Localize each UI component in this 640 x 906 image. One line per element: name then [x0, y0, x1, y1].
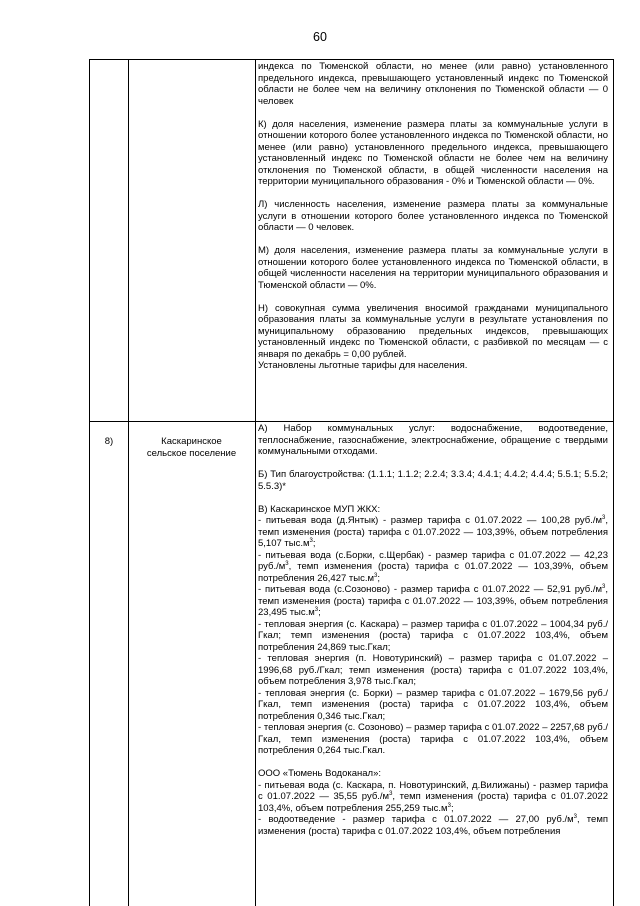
page-number: 60	[313, 30, 327, 44]
paragraph-v-heading: В) Каскаринское МУП ЖКХ:	[258, 503, 381, 515]
column-divider-1	[128, 60, 129, 906]
tariff-item: - тепловая энергия (с. Созоново) – размер тарифа с 01.07.2022 – 2257,68 руб./Гкал, темп изменения (роста) тарифа с 01.07.2022 103,4%, объем потребления 0,264 тыс.Гкал.	[258, 722, 608, 756]
settlement-name-line2: сельское поселение	[146, 447, 237, 459]
tariff-item: - питьевая вода (д.Янтык) - размер тарифа с 01.07.2022 — 100,28 $руб./м^3$, темп изменения (роста) тарифа с 01.07.2022 — 103,39%, объем потребления 5,107 $тыс.м^3$;	[258, 514, 608, 549]
settlement-name	[128, 436, 255, 459]
paragraph-n: Н) совокупная сумма увеличения вносимой гражданами муниципального образования платы за коммунальные услуги в результате установления по муниципальному образованию предельных индексов, превышающих установленный индекс по Тюменской области, с разбивкой по месяцам — с января по декабрь = 0,00 рублей.	[258, 302, 608, 360]
tariff-item: - тепловая энергия (п. Новотуринский) – размер тарифа с 01.07.2022 – 1996,68 руб./Гкал; темп изменения (роста) тарифа с 01.07.2022 103,4%, объем потребления 3,978 тыс.Гкал;	[258, 653, 608, 687]
tariff-item: - тепловая энергия (с. Борки) – размер тарифа с 01.07.2022 – 1679,56 руб./Гкал, темп изменения (роста) тарифа с 01.07.2022 103,4%, объем потребления 0,346 тыс.Гкал;	[258, 687, 608, 722]
paragraph: индекса по Тюменской области, но менее (или равно) установленного предельного индекса, превышающего установленный индекс по Тюменской области не более чем на величину отклонения по Тюменской области — 0 человек	[258, 61, 608, 107]
paragraph-tariffs-note: Установлены льготные тарифы для населения.	[258, 360, 468, 371]
row-divider	[90, 421, 613, 422]
paragraph-ooo-heading: ООО «Тюмень Водоканал»:	[258, 768, 382, 779]
tariff-item: - питьевая вода (с. Каскара, п. Новотуринский, д.Вилижаны) - размер тарифа с 01.07.2022 — 35,55 $руб./м^3$, темп изменения (роста) тарифа с 01.07.2022 103,4%, объем потребления 255,259 $тыс.м^3$;	[258, 779, 608, 814]
tariff-item: - водоотведение - размер тарифа с 01.07.2022 — 27,00 $руб./м^3$, темп изменения (роста) тарифа с 01.07.2022 103,4%, объем потребления	[258, 813, 608, 837]
tariff-item: - питьевая вода (с.Борки, с.Щербак) - размер тарифа с 01.07.2022 — 42,23 $руб./м^3$, темп изменения (роста) тарифа с 01.07.2022 — 103,39%, объем потребления 26,427 $тыс.м^3$;	[258, 549, 608, 584]
paragraph-b: Б) Тип благоустройства: (1.1.1; 1.1.2; 2.2.4; 3.3.4; 4.4.1; 4.4.2; 4.4.4; 5.5.1; 5.5.2; 5.5.3)*	[258, 469, 608, 492]
paragraph-a: А) Набор коммунальных услуг: водоснабжение, водоотведение, теплоснабжение, газоснабжение, электроснабжение, обращение с твердыми коммунальными отходами.	[258, 423, 608, 457]
column-divider-2	[255, 60, 256, 906]
row-top-text	[258, 61, 608, 372]
paragraph-m: М) доля населения, изменение размера платы за коммунальные услуги в отношении которого более установленного индекса по Тюменской области, в общей численности населения на территории муниципального образования и Тюменской области — 0%.	[258, 245, 608, 291]
row-number: 8)	[104, 436, 114, 447]
row-8-text	[258, 423, 608, 837]
table	[89, 59, 614, 906]
tariff-item: - питьевая вода (с.Созоново) - размер тарифа с 01.07.2022 — 52,91 $руб./м^3$, темп изменения (роста) тарифа с 01.07.2022 — 103,39%, объем потребления 23,495 $тыс.м^3$;	[258, 583, 608, 618]
settlement-name-line1: Каскаринское	[161, 436, 222, 447]
paragraph-k: К) доля населения, изменение размера платы за коммунальные услуги в отношении которого более установленного индекса по Тюменской области, но менее (или равно) установленного предельного индекса, превышающего установленный индекс по Тюменской области не более чем на величину отклонения по Тюменской области, в общей численности населения на территории муниципального образования - 0% и Тюменской области — 0%.	[258, 118, 608, 187]
paragraph-l: Л) численность населения, изменение размера платы за коммунальные услуги в отношении которого более установленного индекса по Тюменской области — 0 человек.	[258, 199, 608, 233]
tariff-item: - тепловая энергия (с. Каскара) – размер тарифа с 01.07.2022 – 1004,34 руб./Гкал; темп изменения (роста) тарифа с 01.07.2022 103,4%, объем потребления 24,869 тыс.Гкал;	[258, 618, 608, 653]
